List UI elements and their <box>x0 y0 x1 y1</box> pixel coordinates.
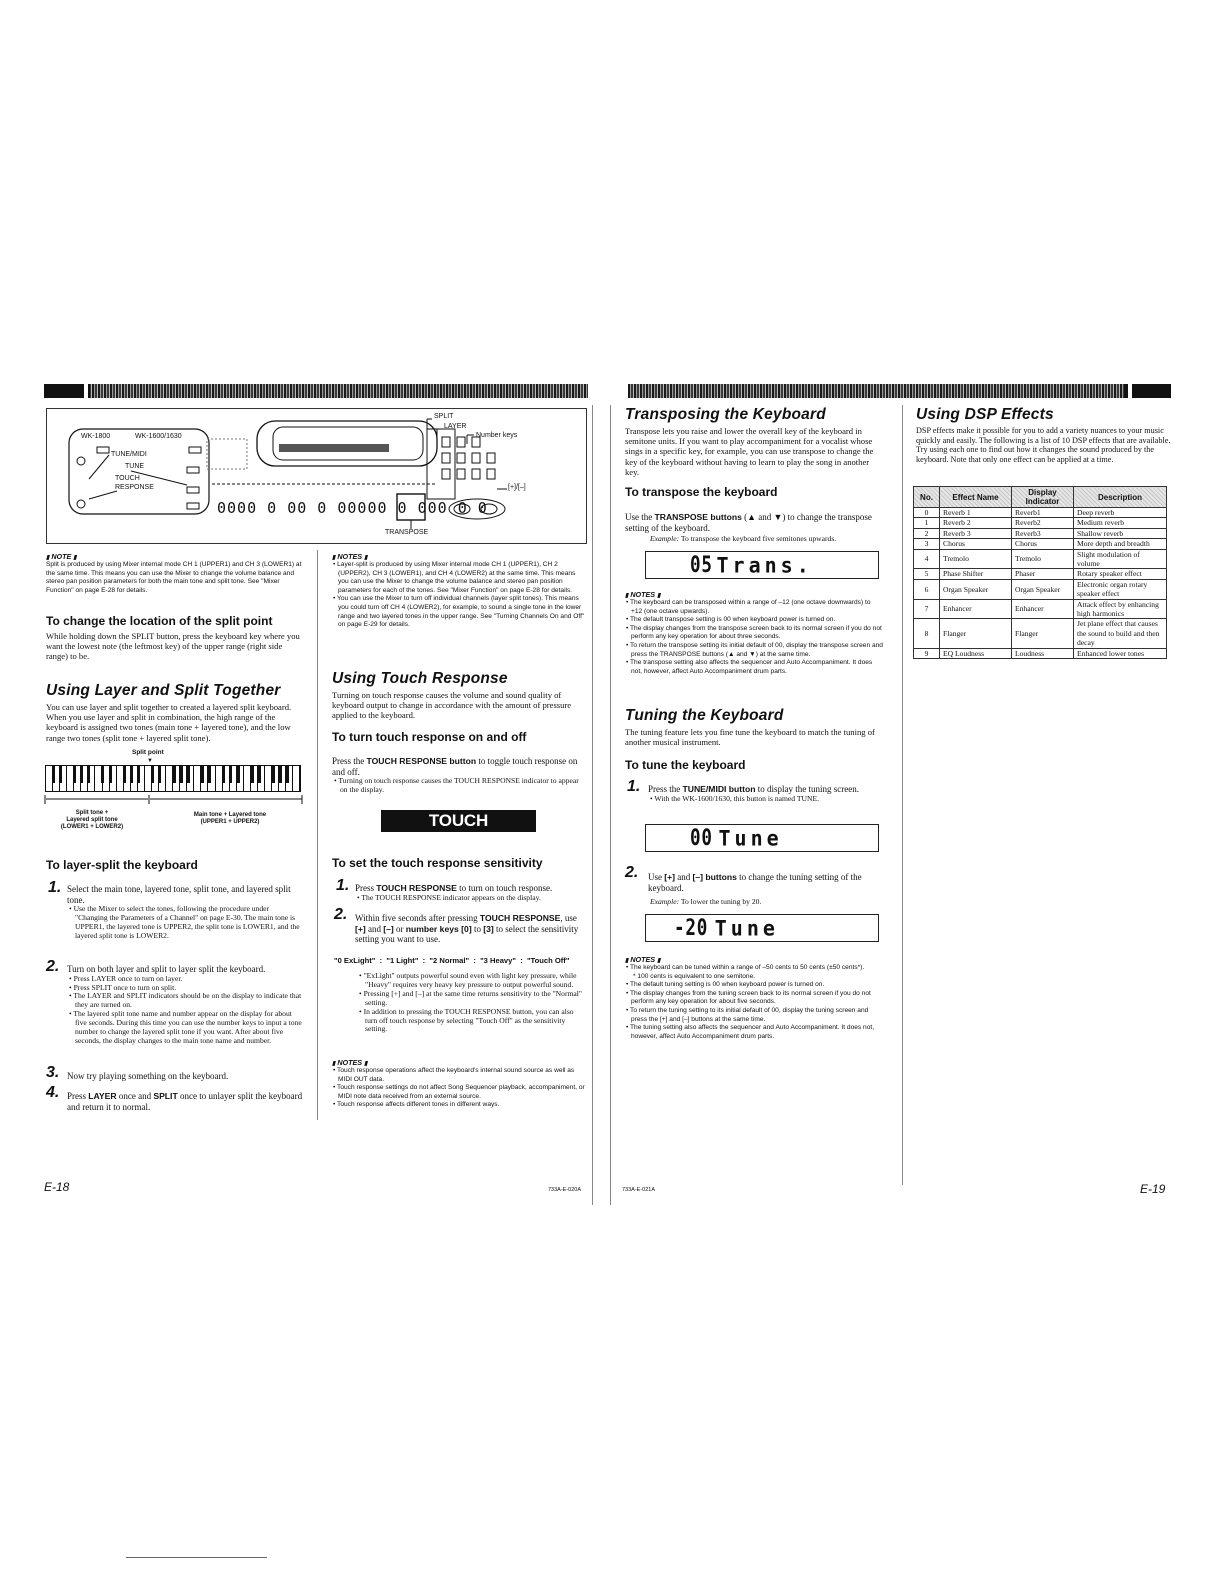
transpose-text-a: Use the <box>625 512 655 522</box>
step-2 <box>67 964 303 1046</box>
touch-notes-item-2: • Touch response settings do not affect Song Sequencer playback, accompaniment, or MIDI note data received from an external source. <box>333 1084 585 1100</box>
tuning-title: Tuning the Keyboard <box>625 707 784 724</box>
tune-display-2-number: -20 <box>674 915 709 941</box>
black-key <box>87 766 90 783</box>
touch-onoff-a: Press the <box>332 756 367 766</box>
step-1 <box>67 884 303 941</box>
black-key <box>272 766 275 783</box>
sens-step-2-f: [–] <box>383 923 394 934</box>
touch-onoff-c: to toggle touch response on and off. <box>332 756 578 777</box>
tuning-notes-item-1b: * 100 cents is equivalent to one semitone. <box>633 972 756 980</box>
transpose-example-text: To transpose the keyboard five semitones upwards. <box>679 534 837 543</box>
tune-step-1-a: Press the <box>648 784 683 794</box>
tune-step-2-b: [+] <box>664 872 675 882</box>
dsp-cell-no: 9 <box>914 648 940 658</box>
right-col-divider <box>902 405 903 1185</box>
dsp-cell-effect: Flanger <box>940 619 1012 648</box>
dsp-table <box>913 486 1167 659</box>
dsp-table-row <box>914 619 1167 648</box>
right-range-label <box>170 812 290 826</box>
tune-step-2-text <box>648 872 882 893</box>
layer-split-title: Using Layer and Split Together <box>46 682 281 699</box>
dsp-cell-description: Rotary speaker effect <box>1074 569 1167 579</box>
touch-onoff-instruction <box>332 756 586 777</box>
tune-step-1-b: TUNE/MIDI button <box>682 784 756 794</box>
dsp-cell-indicator: Flanger <box>1012 619 1074 648</box>
dsp-cell-no: 4 <box>914 549 940 569</box>
note-1-text: Split is produced by using Mixer internal mode CH 1 (UPPER1) and CH 3 (LOWER1) at the same time. This means you can use the Mixer to change the volume balance and stereo pan position parameters for both the main tone and split tone. See "Mixer Function" on page E-28 for details. <box>46 561 302 594</box>
transpose-display-text: Trans. <box>716 552 813 578</box>
transpose-notes-item-4: • To return the transpose setting its initial default of 00, display the transpose screen and press the TRANSPOSE buttons (▲ and ▼) at the same time. <box>626 641 883 658</box>
tune-step-2-c: and <box>675 872 693 882</box>
transpose-notes-item-1-text: The keyboard can be transposed within a range of –12 (one octave downwards) to +12 (one octave upwards). <box>630 599 871 615</box>
touch-intro: Turning on touch response causes the volume and sound quality of keyboard output to change in accordance with the amount of pressure applied to the keyboard. <box>332 690 572 721</box>
dsp-cell-no: 2 <box>914 528 940 538</box>
touch-onoff-heading: To turn touch response on and off <box>332 730 527 744</box>
transpose-text-b: TRANSPOSE buttons <box>654 512 742 522</box>
step-2-bullet-1: • Press LAYER once to turn on layer. <box>69 973 183 983</box>
split-label: SPLIT <box>434 413 454 420</box>
step-4-number: 4. <box>46 1084 60 1101</box>
model-label-1: WK-1800 <box>81 433 111 440</box>
footer-link-line <box>126 1557 267 1558</box>
black-key <box>180 766 183 783</box>
right-page-edge <box>610 405 611 1205</box>
sens-step-1-bullet-text: The TOUCH RESPONSE indicator appears on the display. <box>361 892 541 902</box>
dsp-cell-indicator: Loudness <box>1012 648 1074 658</box>
sens-step-2-number: 2. <box>334 906 348 923</box>
left-page-number: E-18 <box>44 1180 70 1194</box>
tune-step-1-c: to display the tuning screen. <box>755 784 860 794</box>
touch-onoff-b: TOUCH RESPONSE button <box>366 756 477 766</box>
tuning-intro: The tuning feature lets you fine tune the keyboard to match the tuning of another musical instrument. <box>625 727 875 748</box>
sens-step-1-b: TOUCH RESPONSE <box>376 883 457 893</box>
notes-2-title: ▮ NOTES ▮ <box>332 552 586 561</box>
tune-example-label: Example: <box>650 897 680 906</box>
dsp-col-no: No. <box>914 487 940 508</box>
dsp-cell-description: Enhanced lower tones <box>1074 648 1167 658</box>
tune-midi-label: TUNE/MIDI <box>111 451 147 458</box>
transpose-notes-title: ▮ NOTES ▮ <box>625 590 883 599</box>
notes-2-item-2-text: You can use the Mixer to turn off individual channels (layer split tones). This means you could turn off CH 4 (LOWER2), for example, to sound a single tone in the lower range and two layered tones in the upper range. See "Turning Channels On and Off" on page E-29 for details. <box>337 595 585 629</box>
dsp-cell-indicator: Reverb3 <box>1012 528 1074 538</box>
touch-notes-item-1-text: Touch response operations affect the keyboard's internal sound source as well as MIDI OUT data. <box>337 1067 575 1083</box>
note-1 <box>46 552 304 595</box>
step-4-part-e: once to unlayer split the keyboard and return it to normal. <box>67 1091 303 1112</box>
black-key <box>201 766 204 783</box>
touch-label: TOUCH <box>115 475 140 482</box>
sens-step-2-h: number keys [0] <box>405 923 472 934</box>
step-4-layer: LAYER <box>88 1091 117 1101</box>
sens-bullet-2: • Pressing [+] and [–] at the same time returns sensitivity to the "Normal" setting. <box>359 988 582 1007</box>
sens-step-1 <box>355 883 587 903</box>
dsp-cell-no: 3 <box>914 539 940 549</box>
tune-step-2-d: [–] buttons <box>692 872 737 882</box>
plus-minus-label: [+]/[–] <box>508 484 526 491</box>
dsp-cell-effect: Reverb 3 <box>940 528 1012 538</box>
transpose-display-number: 05 <box>690 552 713 578</box>
dsp-cell-no: 8 <box>914 619 940 648</box>
tune-label: TUNE <box>125 463 145 470</box>
black-key <box>158 766 161 783</box>
touch-onoff-bullet: • Turning on touch response causes the TOUCH RESPONSE indicator to appear on the display. <box>334 776 579 795</box>
transpose-notes-item-1: • The keyboard can be transposed within a range of –12 (one octave downwards) to +12 (one octave upwards). <box>626 599 871 615</box>
touch-notes-item-3: • Touch response affects different tones in different ways. <box>333 1101 500 1109</box>
dsp-cell-description: Shallow reverb <box>1074 528 1167 538</box>
dsp-cell-no: 7 <box>914 599 940 619</box>
tune-display-2 <box>645 914 879 942</box>
tune-step-2-a: Use <box>648 872 665 882</box>
dsp-cell-effect: Reverb 1 <box>940 508 1012 518</box>
sens-bullet-3: • In addition to pressing the TOUCH RESPONSE button, you can also turn off touch response by selecting "Touch Off" as the sensitivity setting. <box>359 1006 574 1034</box>
dsp-cell-description: Deep reverb <box>1074 508 1167 518</box>
black-key <box>229 766 232 783</box>
dsp-cell-effect: Phase Shifter <box>940 569 1012 579</box>
transpose-notes-item-2-text: The default transpose setting is 00 when keyboard power is turned on. <box>630 616 836 624</box>
dsp-col-indicator: Display Indicator <box>1012 487 1074 508</box>
response-label: RESPONSE <box>115 484 154 491</box>
dsp-cell-description: Slight modulation of volume <box>1074 549 1167 569</box>
split-point-heading: To change the location of the split point <box>46 614 273 628</box>
step-1-number: 1. <box>48 879 62 896</box>
transpose-notes-item-2: • The default transpose setting is 00 when keyboard power is turned on. <box>626 616 836 624</box>
sens-step-1-bullet: • The TOUCH RESPONSE indicator appears on the display. <box>357 892 541 902</box>
sens-step-1-a: Press <box>355 883 377 893</box>
dsp-col-description: Description <box>1074 487 1167 508</box>
tune-step-1-number: 1. <box>627 778 641 795</box>
dsp-cell-effect: Tremolo <box>940 549 1012 569</box>
dsp-cell-effect: Chorus <box>940 539 1012 549</box>
black-key <box>101 766 104 783</box>
transpose-intro: Transpose lets you raise and lower the overall key of the keyboard in semitone units. If you want to play accompaniment for a vocalist whose sings in a specific key, for example, you can use transpose to change the key of the keyboard without having to learn to play the song in another key. <box>625 426 874 477</box>
dsp-intro: DSP effects make it possible for you to add a variety nuances to your music quickly and easily. The following is a list of 10 DSP effects that are available. Try using each one to find out how it changes the sound produced by the keyboard. Note that only one effect can be applied at a time. <box>916 426 1171 464</box>
note-1-title: ▮ NOTE ▮ <box>46 552 304 561</box>
black-key <box>187 766 190 783</box>
dsp-table-body <box>914 508 1167 659</box>
tune-display-1-number: 00 <box>690 825 713 851</box>
tuning-notes-item-1: • The keyboard can be tuned within a range of –50 cents to 50 cents (±50 cents*). <box>626 964 865 971</box>
split-point-arrow: ▼ <box>147 758 153 764</box>
sens-step-2-a: Within five seconds after pressing <box>355 913 480 923</box>
dsp-cell-description: Medium reverb <box>1074 518 1167 528</box>
step-2-bullet-2-text: Press SPLIT once to turn on split. <box>73 982 177 992</box>
dsp-col-effect: Effect Name <box>940 487 1012 508</box>
layer-split-heading: To layer-split the keyboard <box>46 858 198 872</box>
black-key <box>222 766 225 783</box>
white-key <box>265 766 272 791</box>
dsp-cell-indicator: Phaser <box>1012 569 1074 579</box>
sens-step-2-g: or <box>393 923 406 934</box>
tune-display-1 <box>645 824 879 852</box>
notes-2-item-1: • Layer-split is produced by using Mixer internal mode CH 1 (UPPER1), CH 2 (UPPER2), CH 3 (LOWER1), and CH 4 (LOWER2) at the same time. This means you can use the Mixer to change the volume balance and stereo pan position parameters for each of the tones. See "Mixer Function" on page E-28 for details. <box>333 561 576 594</box>
step-2-bullet-1-text: Press LAYER once to turn on layer. <box>73 973 183 983</box>
tuning-notes-item-3: • The display changes from the tuning screen back to its normal screen if you do not perform any key operation for about five seconds. <box>626 989 871 1006</box>
transpose-notes <box>625 590 883 676</box>
black-key <box>258 766 261 783</box>
diagram-lcd-strip: 0000 0 00 0 00000 0 000 0 0 <box>217 499 488 517</box>
sensitivity-settings: "0 ExLight" : "1 Light" : "2 Normal" : "3 Heavy" : "Touch Off" <box>334 956 570 965</box>
touch-notes-item-1: • Touch response operations affect the keyboard's internal sound source as well as MIDI OUT data. <box>333 1067 575 1083</box>
dsp-table-row <box>914 648 1167 658</box>
notes-2-item-2: • You can use the Mixer to turn off individual channels (layer split tones). This means you could turn off CH 4 (LOWER2), for example, to sound a single tone in the lower range and two layered tones in the upper range. See "Turning Channels On and Off" on page E-29 for details. <box>333 595 585 629</box>
tuning-notes-item-3-text: The display changes from the tuning screen back to its normal screen if you do not perform any key operation for about five seconds. <box>630 989 871 1006</box>
tuning-heading: To tune the keyboard <box>625 758 746 772</box>
dsp-cell-indicator: Reverb2 <box>1012 518 1074 528</box>
step-4-part-c: once and <box>116 1091 154 1101</box>
tune-display-2-text: Tune <box>714 915 779 941</box>
step-1-bullet: • Use the Mixer to select the tones, following the procedure under "Changing the Parameters of a Channel" on page E-30. The main tone is UPPER1, the layered tone is UPPER2, the split tone is LOWER1, and the layered split tone is LOWER2. <box>69 904 300 940</box>
keyboard-diagram <box>45 765 301 792</box>
touch-notes-item-3-text: Touch response affects different tones in different ways. <box>337 1101 500 1109</box>
black-key <box>173 766 176 783</box>
step-1-bullet-text: Use the Mixer to select the tones, following the procedure under "Changing the Parameters of a Channel" on page E-30. The main tone is UPPER1, the layered tone is UPPER2, the split tone is LOWER1, and the layered split tone is LOWER2. <box>73 904 300 940</box>
left-header-notch <box>84 384 88 398</box>
sens-step-1-c: to turn on touch response. <box>456 883 553 893</box>
dsp-table-row <box>914 518 1167 528</box>
sens-bullet-1-text: "ExLight" outputs powerful sound even with light key pressure, while "Heavy" requires very heavy key pressure to output powerful sound. <box>363 971 577 989</box>
transpose-example <box>650 534 836 544</box>
tune-example <box>650 897 761 907</box>
dsp-cell-effect: Enhancer <box>940 599 1012 619</box>
touch-title: Using Touch Response <box>332 670 508 687</box>
black-key <box>137 766 140 783</box>
transpose-text-c: (▲ and ▼) to change the transpose setting of the keyboard. <box>625 512 872 533</box>
sens-step-2-i: to <box>471 923 484 934</box>
transpose-notes-item-4-text: To return the transpose setting its initial default of 00, display the transpose screen and press the TRANSPOSE buttons (▲ and ▼) at the same time. <box>630 641 883 658</box>
dsp-table-row <box>914 539 1167 549</box>
transpose-notes-item-5-text: The transpose setting also affects the sequencer and Auto Accompaniment. It does not, however, affect Auto Accompaniment drum parts. <box>630 659 873 675</box>
right-range-label-1: Main tone + Layered tone <box>193 812 267 818</box>
step-2-number: 2. <box>46 958 60 975</box>
tuning-notes-title: ▮ NOTES ▮ <box>625 955 883 964</box>
dsp-cell-effect: EQ Loudness <box>940 648 1012 658</box>
step-2-bullet-3: • The LAYER and SPLIT indicators should be on the display to indicate that they are turned on. <box>69 991 302 1010</box>
tune-step-1-bullet: • With the WK-1600/1630, this button is named TUNE. <box>650 793 819 803</box>
dsp-title: Using DSP Effects <box>916 406 1054 423</box>
panel-diagram <box>46 408 587 544</box>
number-keys-label: Number keys <box>476 432 518 439</box>
tuning-notes-item-1-text: The keyboard can be tuned within a range of –50 cents to 50 cents (±50 cents*). <box>630 964 865 971</box>
black-key <box>286 766 289 783</box>
dsp-cell-effect: Reverb 2 <box>940 518 1012 528</box>
dsp-table-row <box>914 599 1167 619</box>
tuning-notes-item-2: • The default tuning setting is 00 when keyboard power is turned on. <box>626 981 825 989</box>
left-col-divider <box>317 550 318 1120</box>
white-key <box>293 766 300 791</box>
tune-step-1-bullet-text: With the WK-1600/1630, this button is named TUNE. <box>654 793 819 803</box>
step-2-bullet-2: • Press SPLIT once to turn on split. <box>69 982 177 992</box>
black-key <box>80 766 83 783</box>
right-header-notch <box>1128 384 1132 398</box>
tuning-notes <box>625 955 883 1041</box>
transpose-text <box>625 512 883 533</box>
layer-split-intro: You can use layer and split together to created a layered split keyboard. When you use layer and split in combination, the high range of the keyboard is assigned two tones (main tone + layered tone), and the low range two tones (split tone + layered split tone). <box>46 702 292 743</box>
dsp-cell-description: Attack effect by enhancing high harmonics <box>1074 599 1167 619</box>
black-key <box>151 766 154 783</box>
sens-step-2-k: to select the sensitivity setting you want to use. <box>355 923 579 945</box>
left-range-label-2: Layered split tone <box>66 817 118 823</box>
step-4-text <box>67 1091 303 1112</box>
tune-display-1-text: Tune <box>718 825 783 851</box>
black-key <box>123 766 126 783</box>
dsp-table-row <box>914 569 1167 579</box>
step-2-bullet-4-text: The layered split tone name and number appear on the display for about five seconds. During this time you can use the number keys to input a tone number to change the layered split tone if you want. After about five seconds, the display changes to the main tone name and number. <box>73 1009 302 1045</box>
tuning-notes-item-4-text: To return the tuning setting to its initial default of 00, display the tuning screen and press the [+] and [–] buttons at the same time. <box>630 1006 869 1023</box>
split-point-label: Split point <box>132 749 164 756</box>
tune-step-1 <box>648 784 882 804</box>
dsp-table-row <box>914 508 1167 518</box>
left-range-label-1: Split tone + <box>75 810 109 816</box>
black-key <box>279 766 282 783</box>
transpose-label: TRANSPOSE <box>385 529 429 536</box>
transpose-notes-item-3-text: The display changes from the transpose screen back to its normal screen if you do not perform any key operation for about three seconds. <box>630 624 882 641</box>
left-range-label <box>52 810 132 831</box>
step-1-text: Select the main tone, layered tone, split tone, and layered split tone. <box>67 884 291 905</box>
tune-step-2-number: 2. <box>625 864 639 881</box>
dsp-cell-no: 0 <box>914 508 940 518</box>
sens-step-2-d: [+] <box>355 923 366 934</box>
transpose-display <box>645 551 879 579</box>
step-4-part-a: Press <box>67 1091 89 1101</box>
dsp-cell-description: Electronic organ rotary speaker effect <box>1074 579 1167 599</box>
dsp-cell-no: 5 <box>914 569 940 579</box>
sens-step-1-number: 1. <box>336 877 350 894</box>
step-2-text: Turn on both layer and split to layer split the keyboard. <box>67 964 266 974</box>
left-page-edge <box>592 405 593 1205</box>
touch-notes-item-2-text: Touch response settings do not affect Song Sequencer playback, accompaniment, or MIDI note data received from an external source. <box>337 1084 585 1100</box>
left-range-label-3: (LOWER1 + LOWER2) <box>60 824 124 830</box>
dsp-table-row <box>914 579 1167 599</box>
tune-example-text: To lower the tuning by 20. <box>679 897 762 906</box>
transpose-heading: To transpose the keyboard <box>625 485 778 499</box>
right-page-number: E-19 <box>1140 1182 1166 1196</box>
tuning-notes-item-5-text: The tuning setting also affects the sequencer and Auto Accompaniment. It does not, however, affect Auto Accompaniment drum parts. <box>630 1024 875 1040</box>
layer-label: LAYER <box>444 423 467 430</box>
dsp-cell-indicator: Enhancer <box>1012 599 1074 619</box>
dsp-cell-description: Jet plane effect that causes the sound to build and then decay <box>1074 619 1167 648</box>
transpose-notes-item-5: • The transpose setting also affects the sequencer and Auto Accompaniment. It does not, however, affect Auto Accompaniment drum parts. <box>626 659 873 675</box>
black-key <box>130 766 133 783</box>
dsp-cell-no: 1 <box>914 518 940 528</box>
dsp-table-header-row <box>914 487 1167 508</box>
dsp-table-row <box>914 528 1167 538</box>
sens-bullet-2-text: Pressing [+] and [–] at the same time returns sensitivity to the "Normal" setting. <box>363 988 582 1007</box>
dsp-cell-indicator: Chorus <box>1012 539 1074 549</box>
tuning-notes-item-2-text: The default tuning setting is 00 when keyboard power is turned on. <box>630 981 825 989</box>
right-range-label-2: (UPPER1 + UPPER2) <box>200 819 260 825</box>
touch-onoff-text <box>332 756 586 795</box>
sens-bullet-1: • "ExLight" outputs powerful sound even with light key pressure, while "Heavy" requires very heavy key pressure to output powerful sound. <box>359 971 577 989</box>
step-3-text: Now try playing something on the keyboard. <box>67 1071 229 1081</box>
step-3-number: 3. <box>46 1064 60 1081</box>
sens-bullet-3-text: In addition to pressing the TOUCH RESPONSE button, you can also turn off touch response by selecting "Touch Off" as the sensitivity setting. <box>363 1006 574 1034</box>
model-label-2: WK-1600/1630 <box>135 433 182 440</box>
touch-sens-heading: To set the touch response sensitivity <box>332 856 543 870</box>
dsp-cell-description: More depth and breadth <box>1074 539 1167 549</box>
dsp-cell-indicator: Tremolo <box>1012 549 1074 569</box>
range-arrows <box>44 794 304 806</box>
tune-step-2-e: to change the tuning setting of the keyboard. <box>648 872 862 893</box>
split-point-text: While holding down the SPLIT button, press the keyboard key where you want the lowest note (the leftmost key) of the upper range (right side range) to be. <box>46 631 300 662</box>
dsp-cell-no: 6 <box>914 579 940 599</box>
sens-bullets <box>357 972 587 1034</box>
black-key <box>237 766 240 783</box>
sens-step-2-j: [3] <box>483 923 494 934</box>
black-key <box>73 766 76 783</box>
step-4-split: SPLIT <box>153 1091 178 1101</box>
touch-notes-title: ▮ NOTES ▮ <box>332 1058 586 1067</box>
left-page-code: 733A-E-020A <box>548 1187 582 1193</box>
black-key <box>59 766 62 783</box>
black-key <box>52 766 55 783</box>
step-2-bullet-3-text: The LAYER and SPLIT indicators should be on the display to indicate that they are turned on. <box>73 991 302 1010</box>
black-key <box>109 766 112 783</box>
right-header-bar <box>628 384 1171 398</box>
dsp-cell-indicator: Organ Speaker <box>1012 579 1074 599</box>
touch-notes <box>332 1058 586 1110</box>
touch-response-display: TOUCH RESPONSE <box>381 810 536 832</box>
right-page-code: 733A-E-021A <box>622 1187 656 1193</box>
sens-step-2-e: and <box>365 923 384 934</box>
left-header-bar <box>44 384 588 398</box>
sens-step-2-b: TOUCH RESPONSE <box>479 913 561 923</box>
notes-2-item-1-text: Layer-split is produced by using Mixer internal mode CH 1 (UPPER1), CH 2 (UPPER2), CH 3 (LOWER1), and CH 4 (LOWER2) at the same time. This means you can use the Mixer to change the volume balance and stereo pan position parameters for each of the tones. See "Mixer Function" on page E-28 for details. <box>337 561 576 594</box>
touch-onoff-bullet-text: Turning on touch response causes the TOUCH RESPONSE indicator to appear on the display. <box>338 776 579 795</box>
dsp-cell-effect: Organ Speaker <box>940 579 1012 599</box>
dsp-table-row <box>914 549 1167 569</box>
black-key <box>251 766 254 783</box>
dsp-cell-indicator: Reverb1 <box>1012 508 1074 518</box>
sens-step-2-text <box>355 913 587 945</box>
transpose-example-label: Example: <box>650 534 680 543</box>
notes-2 <box>332 552 586 630</box>
black-key <box>208 766 211 783</box>
step-2-bullet-4: • The layered split tone name and number appear on the display for about five seconds. During this time you can use the number keys to input a tone number to change the layered split tone if you want. After about five seconds, the display changes to the main tone name and number. <box>69 1009 302 1045</box>
tuning-notes-item-4: • To return the tuning setting to its initial default of 00, display the tuning screen and press the [+] and [–] buttons at the same time. <box>626 1006 869 1023</box>
transpose-notes-item-3: • The display changes from the transpose screen back to its normal screen if you do not perform any key operation for about three seconds. <box>626 624 882 641</box>
sens-step-2-c: , use <box>560 913 577 923</box>
tuning-notes-item-5: • The tuning setting also affects the sequencer and Auto Accompaniment. It does not, however, affect Auto Accompaniment drum parts. <box>626 1024 875 1040</box>
transpose-title: Transposing the Keyboard <box>625 406 826 423</box>
